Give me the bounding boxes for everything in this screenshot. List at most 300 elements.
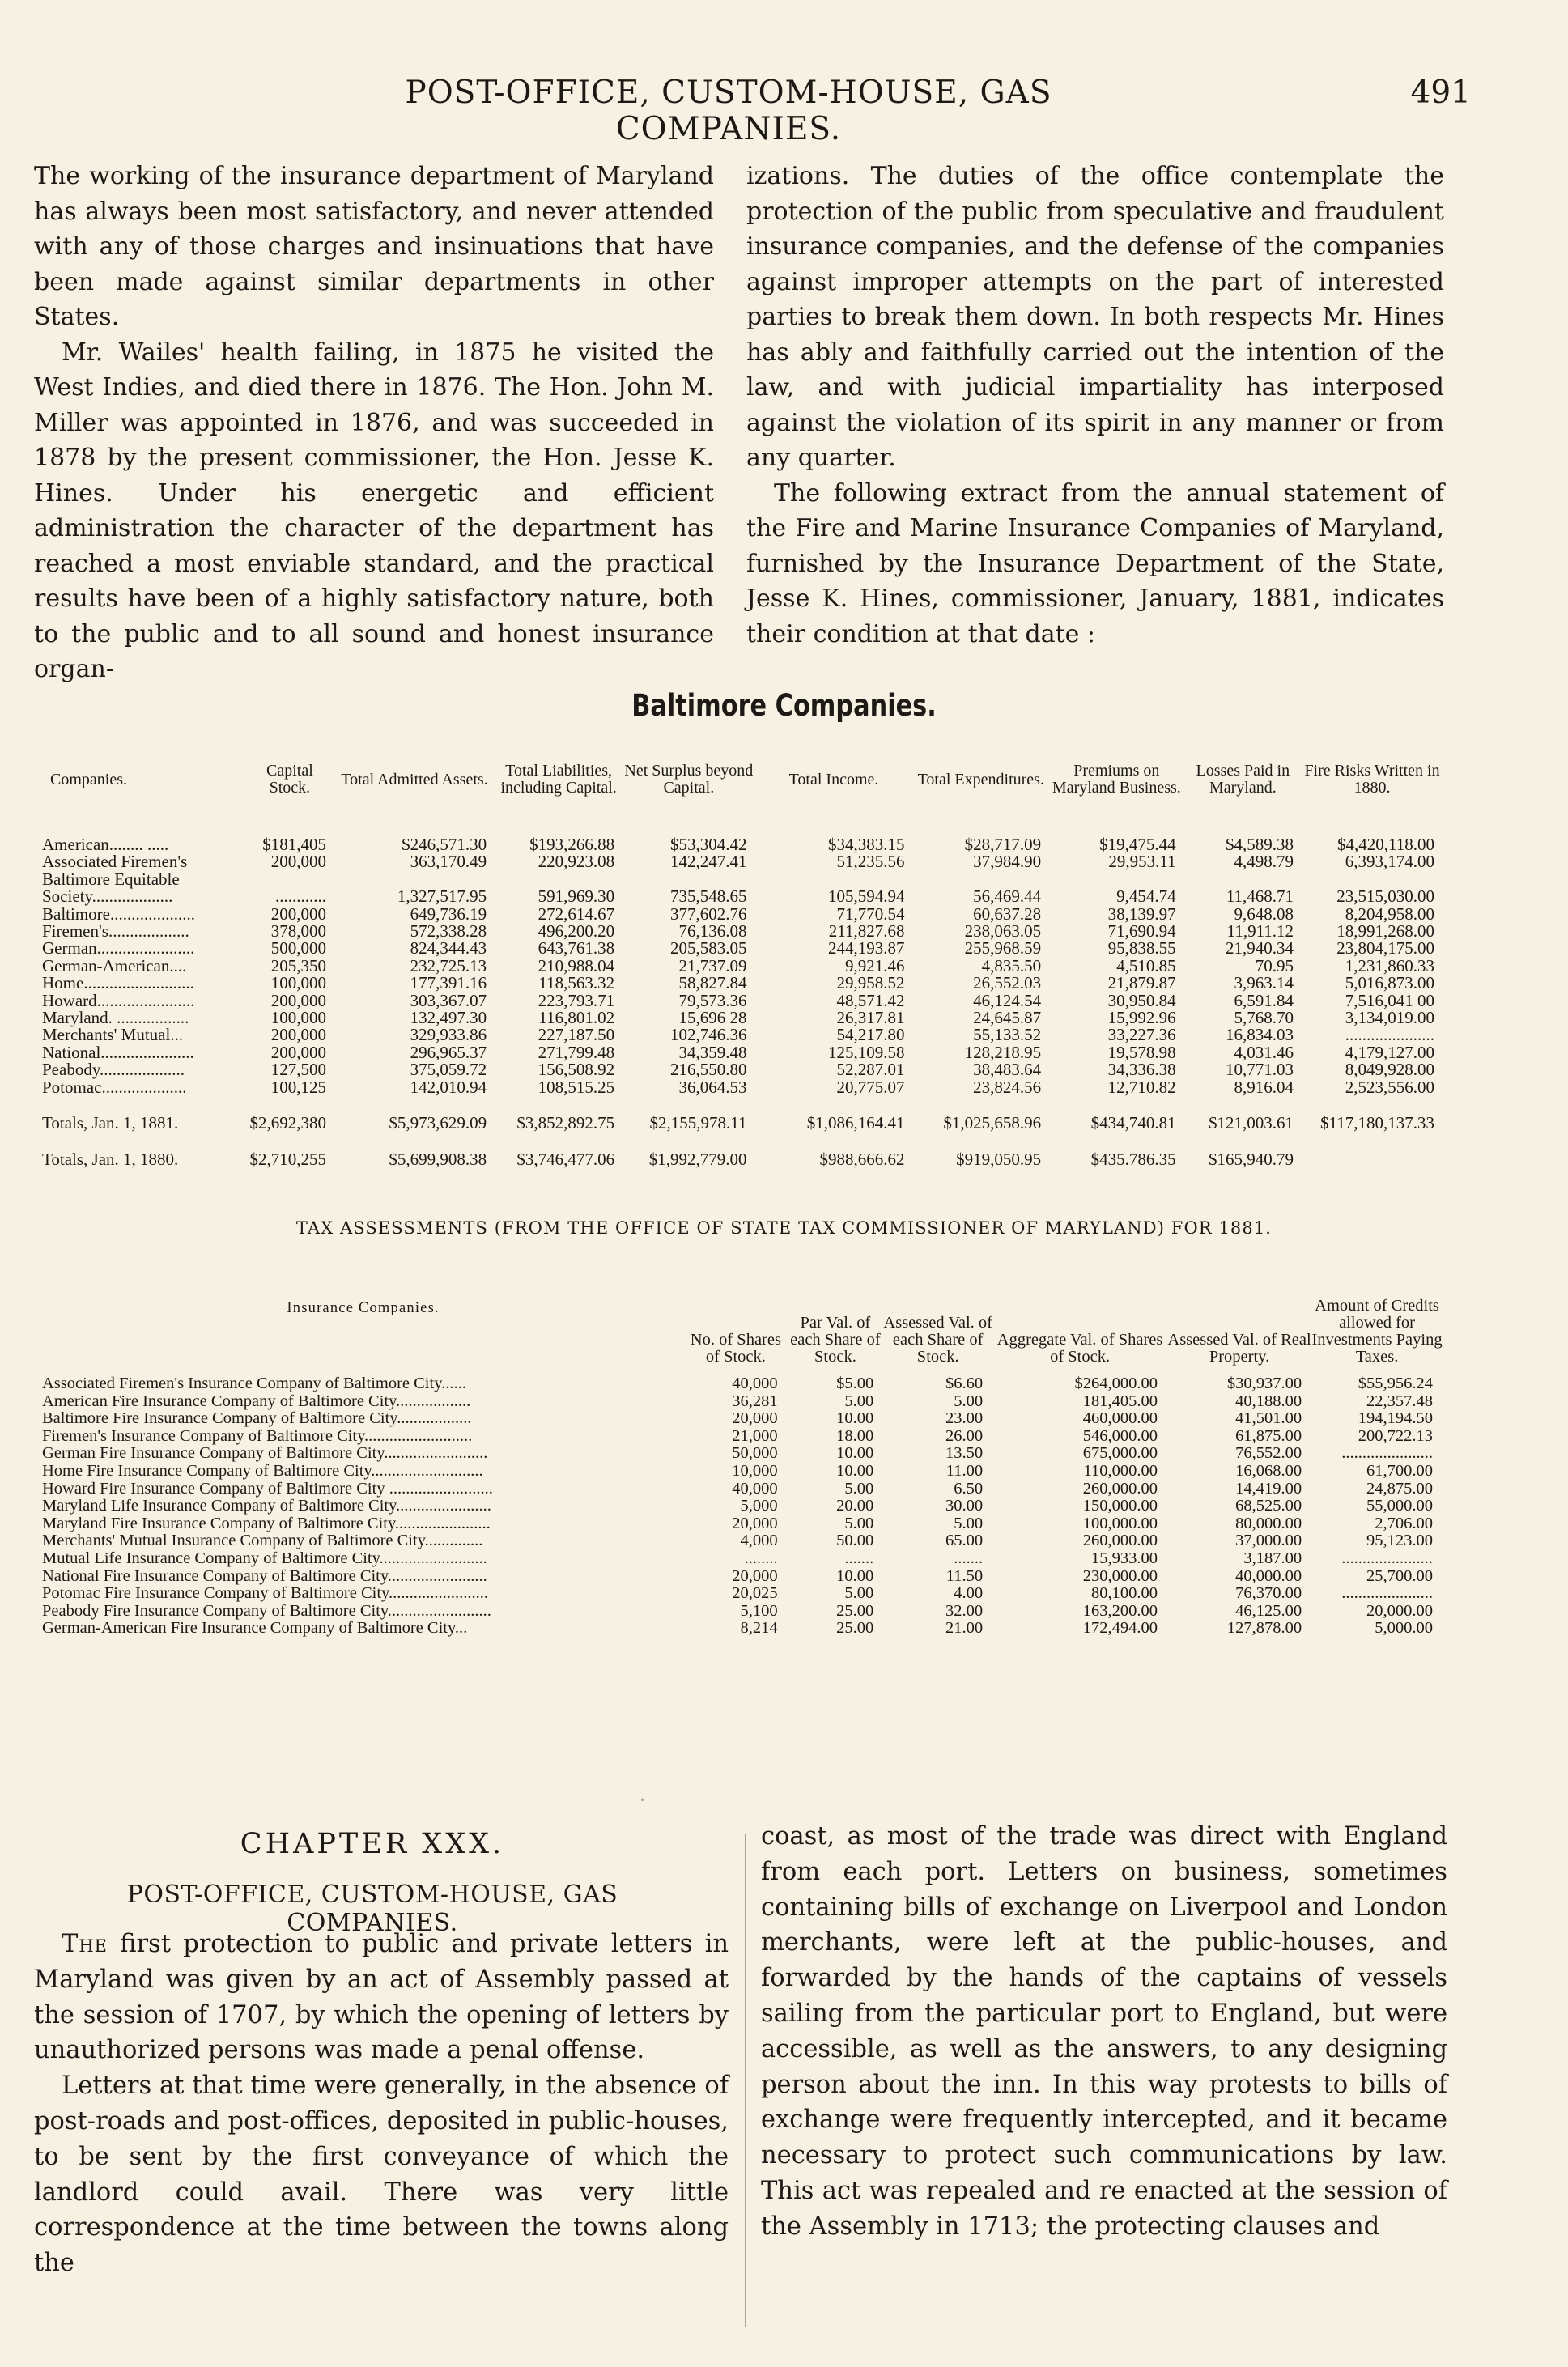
chapter-right-column <box>761 1819 1447 2245</box>
row-label: Maryland Life Insurance Company of Baltimore City....................... <box>42 1497 491 1515</box>
table-cell: $246,571.30 <box>402 835 487 854</box>
table-cell: 824,344.43 <box>410 938 487 958</box>
table-cell: $434,740.81 <box>1090 1113 1176 1133</box>
table-cell <box>495 871 623 888</box>
table-cell: 21,737.09 <box>678 955 747 975</box>
table-cell: 205,350 <box>270 955 326 975</box>
table-cell: 9,921.46 <box>844 955 905 975</box>
table-cell: 110,000.00 <box>1083 1461 1158 1480</box>
table-cell: 58,827.84 <box>678 973 747 993</box>
table-cell: 5.00 <box>844 1514 874 1532</box>
intro-right-paragraph-1: izations. The duties of the office contemplate the protection of the public from speculative and fraudulent insurance companies, and the defense of the companies against improper attempts on the part of interested parties to break them down. In both respects Mr. Hines has ably and faithfully carried out the intention of the law, and with judicial impartiality has interposed against the violation of its spirit in any manner or from any quarter. <box>746 162 1444 472</box>
row-label: Totals, Jan. 1, 1880. <box>42 1149 179 1169</box>
table-cell: 227,187.50 <box>538 1025 615 1045</box>
table-cell: 15,696 28 <box>678 1008 747 1028</box>
table-cell: 14,419.00 <box>1235 1479 1302 1498</box>
table-cell: 15,992.96 <box>1107 1008 1176 1028</box>
chapter-left-column <box>34 1927 729 2281</box>
column-header: Par Val. of each Share of Stock. <box>790 1314 881 1366</box>
table-cell: 33,227.36 <box>1107 1025 1176 1045</box>
table-cell: 8,049,928.00 <box>1345 1060 1434 1080</box>
table-row <box>42 923 1443 940</box>
table-cell: ............ <box>274 886 326 907</box>
table-cell: $53,304.42 <box>670 835 747 854</box>
table-cell: 142,247.41 <box>670 852 747 872</box>
table-cell: 572,338.28 <box>410 921 487 941</box>
column-header: Aggregate Val. of Shares of Stock. <box>996 1331 1163 1366</box>
table-cell: 22,357.48 <box>1366 1392 1433 1410</box>
table-row <box>42 836 1443 853</box>
table-cell: ....... <box>844 1549 874 1567</box>
table-cell: ...................... <box>1341 1549 1433 1567</box>
row-label: Baltimore Equitable <box>42 869 180 889</box>
table-cell: 142,010.94 <box>410 1077 487 1097</box>
table-cell: 172,494.00 <box>1082 1619 1158 1638</box>
table-cell: 18.00 <box>836 1426 874 1445</box>
table-row <box>42 1550 1443 1568</box>
table-cell: 329,933.86 <box>410 1025 487 1045</box>
table-row <box>42 975 1443 992</box>
table-cell: 8,214 <box>740 1619 778 1638</box>
table-cell: 55,000.00 <box>1366 1497 1433 1515</box>
table-cell <box>334 871 495 888</box>
table-cell: $5,699,908.38 <box>389 1149 487 1169</box>
column-header: No. of Shares of Stock. <box>690 1331 781 1366</box>
table-cell: 20,000 <box>732 1409 778 1428</box>
table-cell: $988,666.62 <box>819 1149 905 1169</box>
table-cell: $19,475.44 <box>1099 835 1176 854</box>
table-cell: $181,405 <box>262 835 326 854</box>
table-cell: 18,991,268.00 <box>1336 921 1434 941</box>
column-header: Capital Stock. <box>266 762 313 797</box>
table-cell: 26,317.81 <box>836 1008 905 1028</box>
table-cell <box>755 871 913 888</box>
table-row <box>42 1061 1443 1078</box>
table-cell: 95,838.55 <box>1107 938 1176 958</box>
table-cell: 216,550.80 <box>670 1060 747 1080</box>
table-cell: 12,710.82 <box>1107 1077 1176 1097</box>
intro-left-paragraph-2: Mr. Wailes' health failing, in 1875 he visited the West Indies, and died there in 1876. The Hon. John M. Miller was appointed in 1876, and was succeeded in 1878 by the present commissioner, the Hon. Jesse K. Hines. Under his energetic and efficient administration the character of the department has reached a most enviable standard, and the practical results have been of a highly satisfactory nature, both to the public and to all sound and honest insurance organ- <box>34 338 714 683</box>
table-cell: 6.50 <box>954 1479 984 1498</box>
table-cell: 11,911.12 <box>1226 921 1294 941</box>
table-cell: 4,835.50 <box>981 955 1042 975</box>
table-row <box>42 1585 1443 1603</box>
table-cell: 11.50 <box>945 1566 984 1585</box>
table-cell: ...................... <box>1341 1444 1433 1463</box>
row-label: National...................... <box>42 1042 194 1062</box>
column-header: Companies. <box>50 770 127 788</box>
table-cell: 4,000 <box>740 1532 778 1550</box>
table-cell: 32.00 <box>945 1601 984 1620</box>
table-cell: 10.00 <box>836 1409 874 1428</box>
table-cell: 71,770.54 <box>836 903 905 924</box>
table-cell: 24,645.87 <box>973 1008 1042 1028</box>
table-cell: 21,940.34 <box>1226 938 1294 958</box>
table-cell: 7,516,041 00 <box>1345 990 1434 1010</box>
row-label: Merchants' Mutual... <box>42 1025 184 1045</box>
table-cell: 181,405.00 <box>1082 1392 1158 1410</box>
table-cell <box>1184 871 1302 888</box>
table-cell: 238,063.05 <box>964 921 1042 941</box>
table-cell: 10.00 <box>836 1461 874 1480</box>
table-cell: 36,064.53 <box>678 1077 747 1097</box>
table-cell: 375,059.72 <box>410 1060 487 1080</box>
table-row <box>42 1481 1443 1498</box>
table-cell: 30.00 <box>945 1497 984 1515</box>
table-cell: 125,109.58 <box>827 1042 905 1062</box>
table-row <box>42 1428 1443 1446</box>
table-cell <box>245 871 334 888</box>
table-cell: 5,100 <box>740 1601 778 1620</box>
table-cell <box>912 871 1049 888</box>
table-cell: 46,125.00 <box>1235 1601 1302 1620</box>
row-label: Totals, Jan. 1, 1881. <box>42 1113 179 1133</box>
table-cell: $4,420,118.00 <box>1337 835 1434 854</box>
table-cell: 378,000 <box>270 921 326 941</box>
table-cell: 100,125 <box>270 1077 326 1097</box>
table-row <box>42 992 1443 1009</box>
table-cell: 5.00 <box>954 1392 984 1410</box>
table-cell: 26,552.03 <box>973 973 1042 993</box>
baltimore-table-body <box>42 827 1443 1168</box>
row-label: National Fire Insurance Company of Baltimore City........................ <box>42 1566 487 1585</box>
table-cell: 80,000.00 <box>1235 1514 1302 1532</box>
table-cell: 150,000.00 <box>1082 1497 1158 1515</box>
lead-word: The <box>62 1930 108 1958</box>
table-cell: ..................... <box>1345 1025 1434 1045</box>
table-cell: 200,722.13 <box>1358 1426 1433 1445</box>
table-cell: $1,992,779.00 <box>648 1149 747 1169</box>
table-cell: 5,768.70 <box>1234 1008 1294 1028</box>
table-row <box>42 1532 1443 1550</box>
table-cell: $919,050.95 <box>956 1149 1042 1169</box>
table-cell: 496,200.20 <box>538 921 615 941</box>
table-cell: 232,725.13 <box>410 955 487 975</box>
table-cell: 1,327,517.95 <box>397 886 487 907</box>
baltimore-header-row <box>42 733 1443 827</box>
table-cell: 5.00 <box>954 1514 984 1532</box>
table-cell: 23.00 <box>945 1409 984 1428</box>
row-label: Howard Fire Insurance Company of Baltimore City ......................... <box>42 1479 493 1498</box>
page-number: 491 <box>1410 74 1471 111</box>
table-cell: 108,515.25 <box>538 1077 615 1097</box>
table-cell: 272,614.67 <box>538 903 615 924</box>
table-cell: 37,000.00 <box>1235 1532 1302 1550</box>
table-cell: 271,799.48 <box>538 1042 615 1062</box>
table-cell: 3,963.14 <box>1234 973 1294 993</box>
table-cell: 210,988.04 <box>538 955 615 975</box>
table-cell: 20,000.00 <box>1366 1601 1433 1620</box>
table-cell: $193,266.88 <box>529 835 615 854</box>
table-cell: 40,000.00 <box>1235 1566 1302 1585</box>
table-cell: 260,000.00 <box>1082 1479 1158 1498</box>
table-cell: 10,771.03 <box>1226 1060 1294 1080</box>
table-cell: 11.00 <box>945 1461 984 1480</box>
column-header: Premiums on Maryland Business. <box>1052 762 1181 797</box>
table-cell: 546,000.00 <box>1082 1426 1158 1445</box>
column-header: Insurance Companies. <box>287 1299 440 1316</box>
totals-row-1881 <box>42 1115 1443 1132</box>
table-cell: 24,875.00 <box>1366 1479 1433 1498</box>
table-cell: 25.00 <box>836 1619 874 1638</box>
table-cell: $2,710,255 <box>249 1149 326 1169</box>
row-label: Maryland Fire Insurance Company of Baltimore City....................... <box>42 1514 491 1532</box>
table-row <box>42 1410 1443 1428</box>
table-cell: 11,468.71 <box>1226 886 1294 907</box>
table-cell: 23,515,030.00 <box>1336 886 1434 907</box>
table-cell: 21.00 <box>945 1619 984 1638</box>
table-cell: $165,940.79 <box>1209 1149 1294 1169</box>
tax-header-row <box>42 1251 1443 1369</box>
column-header: Amount of Credits allowed for Investments Paying Taxes. <box>1311 1297 1443 1366</box>
chapter-left-paragraph-1 <box>34 1927 729 2068</box>
table-cell: 223,793.71 <box>538 990 615 1010</box>
row-label: Howard....................... <box>42 990 195 1010</box>
table-cell: 19,578.98 <box>1107 1042 1176 1062</box>
table-cell: 21,879.87 <box>1107 973 1176 993</box>
table-cell: 8,916.04 <box>1234 1077 1294 1097</box>
table-cell: $117,180,137.33 <box>1320 1113 1434 1133</box>
row-label: German-American Fire Insurance Company of Baltimore City... <box>42 1619 468 1638</box>
table-cell: 260,000.00 <box>1082 1532 1158 1550</box>
table-row <box>42 1568 1443 1586</box>
table-cell: 20,025 <box>732 1584 778 1603</box>
table-cell: 56,469.44 <box>973 886 1042 907</box>
spacer-row <box>42 1096 1443 1115</box>
table-row <box>42 1498 1443 1515</box>
row-label: Baltimore Fire Insurance Company of Baltimore City.................. <box>42 1409 472 1428</box>
ornament-mark: • <box>640 1795 646 1806</box>
tax-table-body <box>42 1369 1443 1638</box>
table-cell: 29,953.11 <box>1108 852 1176 872</box>
table-cell: $5,973,629.09 <box>389 1113 487 1133</box>
row-label: Society................... <box>42 886 173 907</box>
table-cell: 34,336.38 <box>1107 1060 1176 1080</box>
table-cell: 76,136.08 <box>678 921 747 941</box>
table-cell: 244,193.87 <box>827 938 905 958</box>
row-label: Potomac Fire Insurance Company of Baltimore City........................ <box>42 1584 488 1603</box>
spacer-cell <box>42 1096 1443 1115</box>
row-label: German Fire Insurance Company of Baltimore City......................... <box>42 1444 488 1463</box>
table-cell: ........ <box>744 1549 778 1567</box>
table-row <box>42 1620 1443 1638</box>
table-cell: 5.00 <box>844 1479 874 1498</box>
column-header: Total Admitted Assets. <box>341 770 488 788</box>
table-cell: $121,003.61 <box>1209 1113 1294 1133</box>
table-cell: 16,834.03 <box>1226 1025 1294 1045</box>
table-cell: 230,000.00 <box>1082 1566 1158 1585</box>
table-cell: 10.00 <box>836 1566 874 1585</box>
table-row <box>42 1515 1443 1533</box>
table-cell: 1,231,860.33 <box>1345 955 1434 975</box>
table-row <box>42 1463 1443 1481</box>
table-cell: 303,367.07 <box>410 990 487 1010</box>
table-cell: 4,031.46 <box>1234 1042 1294 1062</box>
table-cell: 211,827.68 <box>828 921 905 941</box>
table-cell: 2,523,556.00 <box>1345 1077 1434 1097</box>
table-cell: 46,124.54 <box>973 990 1042 1010</box>
table-cell: 37,984.90 <box>973 852 1042 872</box>
table-cell: 79,573.36 <box>678 990 747 1010</box>
column-header: Total Income. <box>788 770 879 788</box>
table-cell: 30,950.84 <box>1107 990 1176 1010</box>
table-cell: 220,923.08 <box>538 852 615 872</box>
tax-table-title: TAX ASSESSMENTS (FROM THE OFFICE OF STATE TAX COMMISSIONER OF MARYLAND) FOR 1881. <box>295 1218 1273 1238</box>
table-cell: 500,000 <box>270 938 326 958</box>
column-header: Net Surplus beyond Capital. <box>624 762 754 797</box>
table-cell: 55,133.52 <box>973 1025 1042 1045</box>
table-cell: 200,000 <box>270 852 326 872</box>
table-row <box>42 1445 1443 1463</box>
row-label: Potomac.................... <box>42 1077 187 1097</box>
table-cell: 61,700.00 <box>1366 1461 1433 1480</box>
table-row <box>42 1009 1443 1026</box>
table-row <box>42 1044 1443 1061</box>
table-cell: 177,391.16 <box>410 973 487 993</box>
column-header: Assessed Val. of each Share of Stock. <box>883 1314 992 1366</box>
table-cell: 102,746.36 <box>670 1025 747 1045</box>
table-cell: 194,194.50 <box>1358 1409 1433 1428</box>
table-cell: $5.00 <box>836 1375 874 1392</box>
table-cell: 643,761.38 <box>538 938 615 958</box>
table-cell: 735,548.65 <box>670 886 747 907</box>
table-cell: $34,383.15 <box>827 835 905 854</box>
table-cell: 60,637.28 <box>973 903 1042 924</box>
table-cell: 20,000 <box>732 1566 778 1585</box>
table-cell: 40,000 <box>732 1479 778 1498</box>
table-cell: 20.00 <box>836 1497 874 1515</box>
table-cell: $1,025,658.96 <box>943 1113 1042 1133</box>
row-label: Peabody.................... <box>42 1060 185 1080</box>
table-cell: 50,000 <box>732 1444 778 1463</box>
table-cell: 200,000 <box>270 903 326 924</box>
row-label: American........ ..... <box>42 835 169 854</box>
row-label: American Fire Insurance Company of Baltimore City.................. <box>42 1392 471 1410</box>
table-cell: 38,483.64 <box>973 1060 1042 1080</box>
table-cell: 200,000 <box>270 990 326 1010</box>
row-label: German....................... <box>42 938 195 958</box>
row-label: Maryland. ................. <box>42 1008 189 1028</box>
table-cell: $6.60 <box>945 1375 984 1392</box>
table-cell: 71,690.94 <box>1107 921 1176 941</box>
table-cell: 377,602.76 <box>670 903 747 924</box>
table-cell <box>623 871 754 888</box>
table-cell: $435.786.35 <box>1090 1149 1176 1169</box>
chapter-right-paragraph: coast, as most of the trade was direct with England from each port. Letters on business, sometimes containing bills of exchange on Liverpool and London merchants, were left at the public-houses, and forwarded by the hands of the captains of vessels sailing from the particular port to England, but were accessible, as well as the answers, to any designing person about the inn. In this way protests to bills of exchange were frequently intercepted, and it became necessary to protect such communications by law. This act was repealed and re enacted at the session of the Assembly in 1713; the protecting clauses and <box>761 1822 1447 2241</box>
table-row <box>42 940 1443 957</box>
table-cell: 76,370.00 <box>1235 1584 1302 1603</box>
table-cell: 61,875.00 <box>1235 1426 1302 1445</box>
table-cell: 4.00 <box>954 1584 984 1603</box>
table-cell: 8,204,958.00 <box>1345 903 1434 924</box>
intro-left-paragraph-1: The working of the insurance department of Maryland has always been most satisfactory, and never attended with any of those charges and insinuations that have been made against similar departments in other States. <box>34 162 714 331</box>
table-cell: 5.00 <box>844 1584 874 1603</box>
running-head: POST-OFFICE, CUSTOM-HOUSE, GAS COMPANIES. <box>405 74 1052 147</box>
table-cell: 26.00 <box>945 1426 984 1445</box>
table-cell: 3,187.00 <box>1243 1549 1302 1567</box>
table-cell: 68,525.00 <box>1235 1497 1302 1515</box>
table-cell <box>1049 871 1184 888</box>
table-row <box>42 958 1443 975</box>
row-label: Merchants' Mutual Insurance Company of Baltimore City.............. <box>42 1532 483 1550</box>
table-cell: 54,217.80 <box>836 1025 905 1045</box>
table-cell: 132,497.30 <box>410 1008 487 1028</box>
table-cell: 116,801.02 <box>538 1008 615 1028</box>
table-cell: 4,179,127.00 <box>1345 1042 1434 1062</box>
table-cell: 163,200.00 <box>1082 1601 1158 1620</box>
intro-left-column <box>34 159 714 687</box>
table-row <box>42 1603 1443 1621</box>
table-cell: $3,852,892.75 <box>516 1113 615 1133</box>
table-cell: 21,000 <box>732 1426 778 1445</box>
table-cell: 36,281 <box>732 1392 778 1410</box>
table-cell: $264,000.00 <box>1074 1375 1158 1392</box>
row-label: Peabody Fire Insurance Company of Baltimore City......................... <box>42 1601 491 1620</box>
table-cell: $4,589.38 <box>1226 835 1294 854</box>
table-cell: 50.00 <box>836 1532 874 1550</box>
column-header: Assessed Val. of Real Property. <box>1167 1331 1311 1366</box>
row-label: Associated Firemen's Insurance Company of Baltimore City...... <box>42 1375 466 1392</box>
table-cell: 29,958.52 <box>836 973 905 993</box>
table-cell: 649,736.19 <box>410 903 487 924</box>
table-cell: 10,000 <box>732 1461 778 1480</box>
table-cell: 5,000 <box>740 1497 778 1515</box>
row-label: Mutual Life Insurance Company of Baltimore City.......................... <box>42 1549 487 1567</box>
table-cell: 25,700.00 <box>1366 1566 1433 1585</box>
chapter-title: POST-OFFICE, CUSTOM-HOUSE, GAS COMPANIES. <box>126 1880 618 1937</box>
table-row <box>42 1079 1443 1096</box>
table-cell: 100,000 <box>270 1008 326 1028</box>
table-cell: 363,170.49 <box>410 852 487 872</box>
table-cell: 156,508.92 <box>538 1060 615 1080</box>
table-row <box>42 888 1443 905</box>
row-label: Home.......................... <box>42 973 194 993</box>
table-cell: 51,235.56 <box>836 852 905 872</box>
column-header: Total Liabilities, including Capital. <box>500 762 617 797</box>
table-cell: 128,218.95 <box>964 1042 1042 1062</box>
table-cell: 200,000 <box>270 1025 326 1045</box>
intro-right-paragraph-2: The following extract from the annual statement of the Fire and Marine Insurance Companies of Maryland, furnished by the Insurance Department of the State, Jesse K. Hines, commissioner, January, 1881, indicates their condition at that date : <box>746 478 1444 648</box>
table-cell: 591,969.30 <box>538 886 615 907</box>
table-cell: $2,155,978.11 <box>649 1113 747 1133</box>
table-cell: 48,571.42 <box>836 990 905 1010</box>
table-cell <box>1302 871 1443 888</box>
table-cell: 80,100.00 <box>1091 1584 1158 1603</box>
totals-row-1880 <box>42 1151 1443 1168</box>
table-cell: 23,804,175.00 <box>1336 938 1434 958</box>
column-header: Fire Risks Written in 1880. <box>1304 762 1440 797</box>
tax-assessments-table <box>42 1251 1443 1638</box>
row-label: German-American.... <box>42 955 187 975</box>
chapter-number: CHAPTER XXX. <box>240 1828 505 1860</box>
table-cell: 5,000.00 <box>1375 1619 1433 1638</box>
table-cell: 255,968.59 <box>964 938 1042 958</box>
table-cell: 205,583.05 <box>670 938 747 958</box>
table-cell: 65.00 <box>945 1532 984 1550</box>
table-cell: 105,594.94 <box>827 886 905 907</box>
table-cell: 5.00 <box>844 1392 874 1410</box>
table-cell: $30,937.00 <box>1226 1375 1302 1392</box>
table-cell: 2,706.00 <box>1375 1514 1433 1532</box>
table-cell: 127,878.00 <box>1226 1619 1302 1638</box>
table-cell: 20,775.07 <box>836 1077 905 1097</box>
spacer-cell <box>42 1133 1443 1151</box>
table-cell: 52,287.01 <box>836 1060 905 1080</box>
table-cell: $28,717.09 <box>964 835 1042 854</box>
chapter-left-paragraph-2: Letters at that time were generally, in the absence of post-roads and post-offices, deposited in public-houses, to be sent by the first conveyance of which the landlord could avail. There was very little correspondence at the time between the towns along the <box>34 2072 729 2278</box>
table-row <box>42 906 1443 923</box>
table-cell: 675,000.00 <box>1082 1444 1158 1463</box>
